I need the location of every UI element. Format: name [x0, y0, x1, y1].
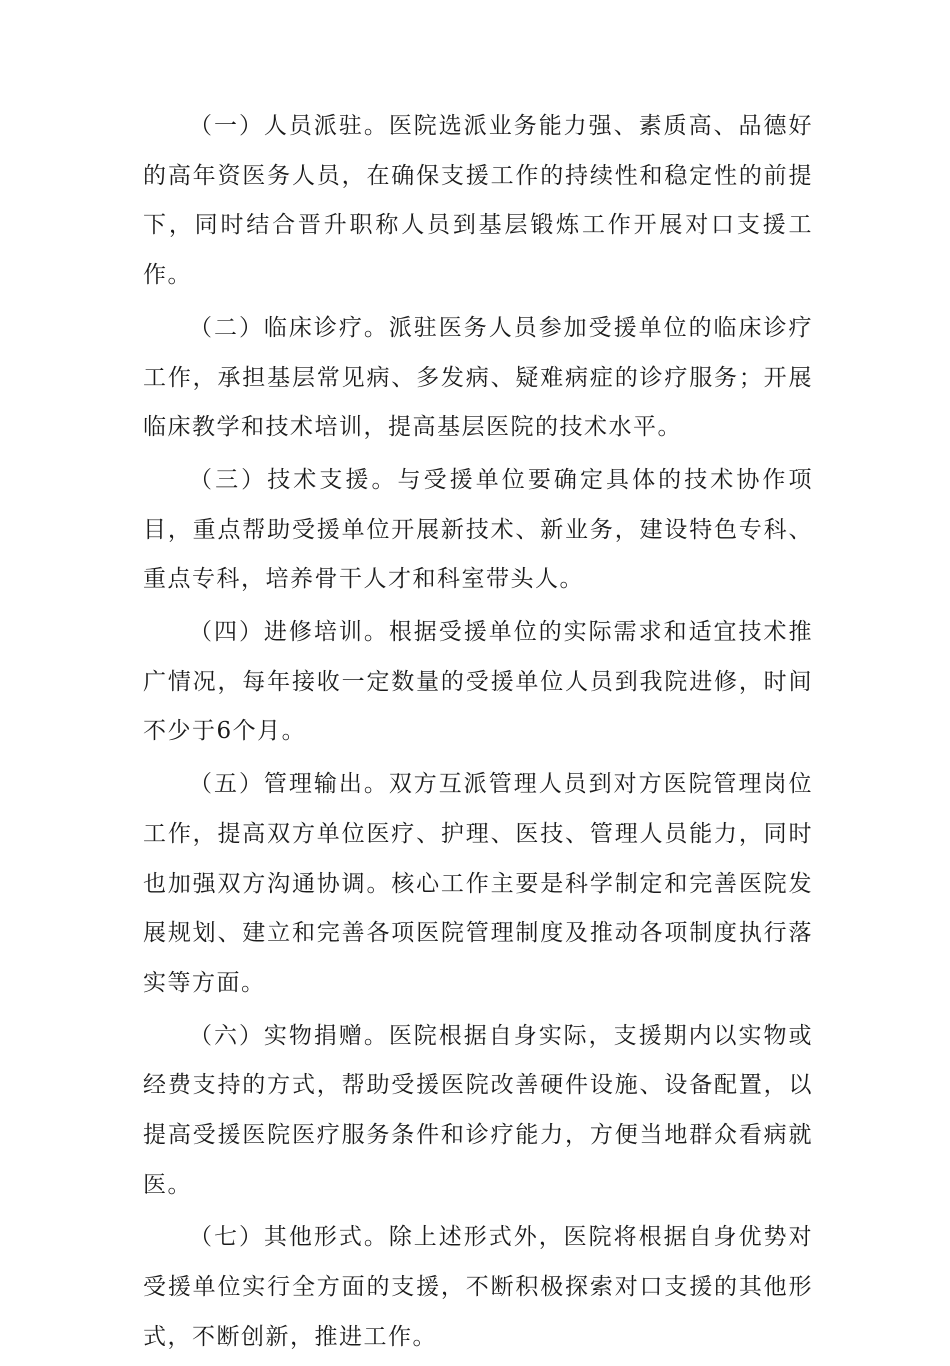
paragraph-personnel-dispatch: （一）人员派驻。医院选派业务能力强、素质高、品德好的高年资医务人员，在确保支援工作的持续性和稳定性的前提下，同时结合晋升职称人员到基层锻炼工作开展对口支援工作。: [143, 113, 813, 289]
document-body: [143, 102, 813, 1366]
paragraph-clinical-diagnosis: （二）临床诊疗。派驻医务人员参加受援单位的临床诊疗工作，承担基层常见病、多发病、疑难病症的诊疗服务；开展临床教学和技术培训，提高基层医院的技术水平。: [143, 314, 813, 441]
paragraph-training: （四）进修培训。根据受援单位的实际需求和适宜技术推广情况，每年接收一定数量的受援单位人员到我院进修，时间不少于6个月。: [143, 619, 813, 745]
paragraph-technical-support: （三）技术支援。与受援单位要确定具体的技术协作项目，重点帮助受援单位开展新技术、新业务，建设特色专科、重点专科，培养骨干人才和科室带头人。: [143, 466, 813, 593]
paragraph-other-forms: （七）其他形式。除上述形式外，医院将根据自身优势对受援单位实行全方面的支援，不断积极探索对口支援的其他形式，不断创新，推进工作。: [143, 1224, 813, 1350]
paragraph-material-donation: （六）实物捐赠。医院根据自身实际，支援期内以实物或经费支持的方式，帮助受援医院改善硬件设施、设备配置，以提高受援医院医疗服务条件和诊疗能力，方便当地群众看病就医。: [143, 1022, 813, 1198]
paragraph-management-output: （五）管理输出。双方互派管理人员到对方医院管理岗位工作，提高双方单位医疗、护理、医技、管理人员能力，同时也加强双方沟通协调。核心工作主要是科学制定和完善医院发展规划、建立和完善各项医院管理制度及推动各项制度执行落实等方面。: [143, 771, 813, 996]
